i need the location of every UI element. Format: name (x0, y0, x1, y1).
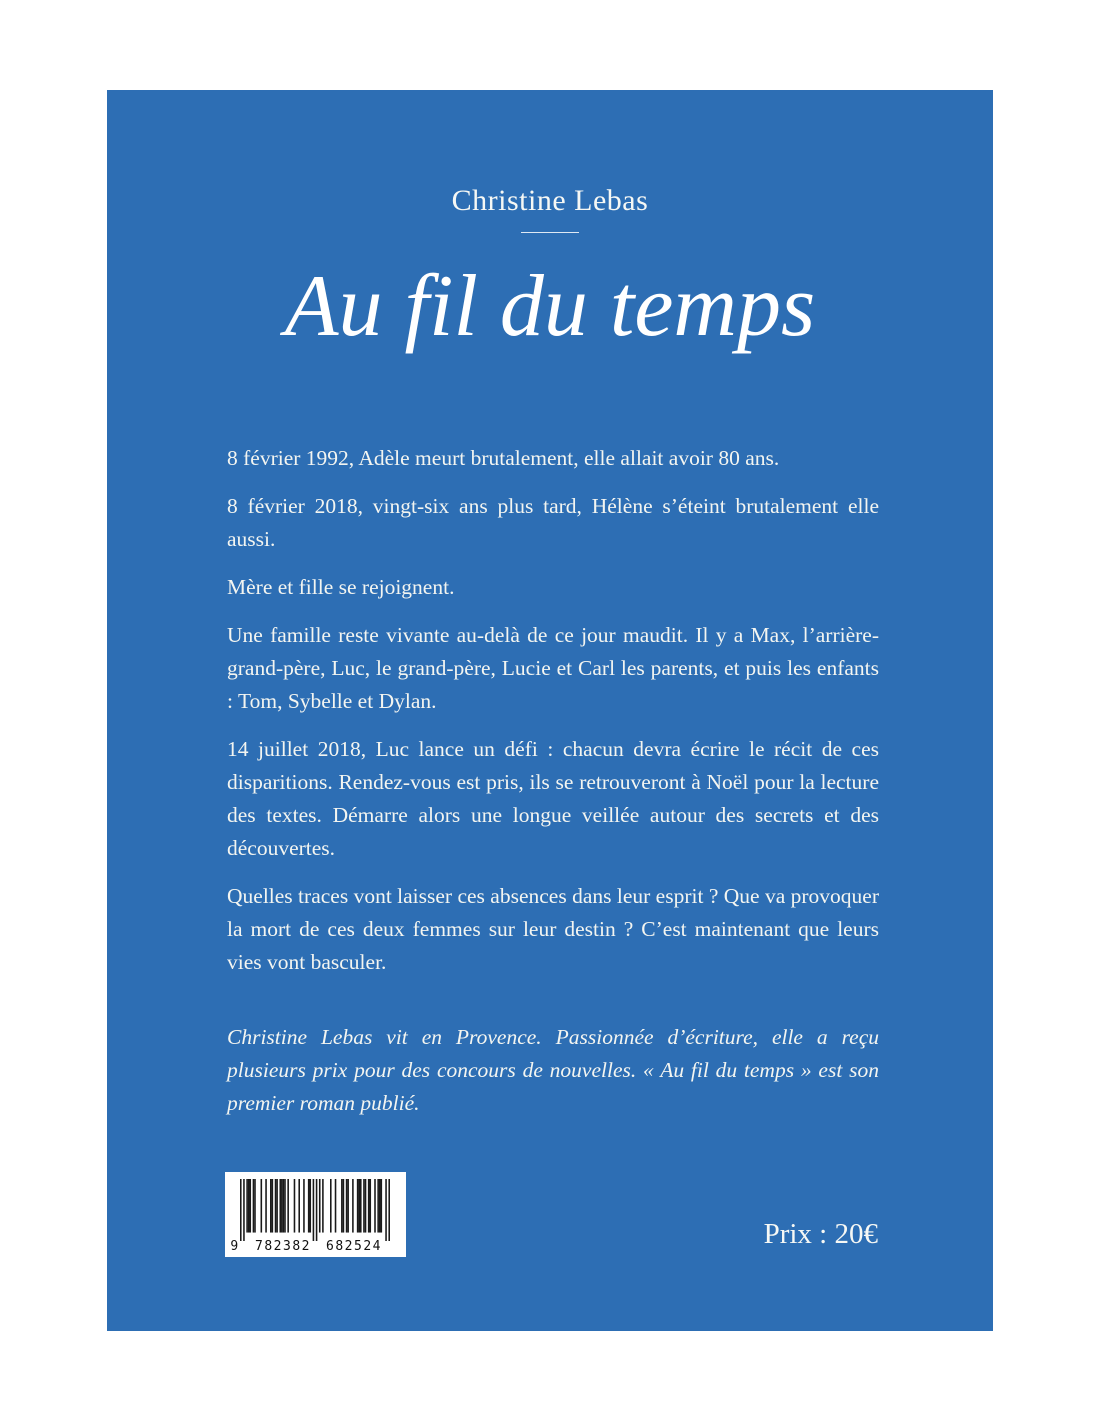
cover-panel (107, 90, 993, 1331)
synopsis-paragraph-2: 8 février 2018, vingt-six ans plus tard, Hélène s’éteint brutalement elle aussi. (227, 494, 879, 551)
barcode-digit-prefix: 9 (230, 1239, 240, 1254)
barcode (225, 1172, 406, 1257)
synopsis-paragraph-4: Une famille reste vivante au-delà de ce jour maudit. Il y a Max, l’arrière-grand-père, Luc, le grand-père, Lucie et Carl les parents, et puis les enfants : Tom, Sybelle et Dylan. (227, 623, 879, 713)
price-label: Prix : 20€ (763, 1218, 878, 1250)
author-name: Christine Lebas (451, 184, 649, 217)
barcode-digit-group-left: 782382 (255, 1239, 311, 1254)
book-title: Au fil du temps (284, 258, 816, 355)
synopsis-paragraph-6: Quelles traces vont laisser ces absences dans leur esprit ? Que va provoquer la mort de ces deux femmes sur leur destin ? C’est maintenant que leurs vies vont basculer. (227, 884, 879, 974)
barcode-bars-icon (240, 1179, 390, 1241)
author-bio: Christine Lebas vit en Provence. Passionnée d’écriture, elle a reçu plusieurs prix pour des concours de nouvelles. « Au fil du temps » est son premier roman publié. (227, 1025, 879, 1115)
synopsis (227, 442, 879, 1135)
synopsis-paragraph-3: Mère et fille se rejoignent. (227, 575, 455, 599)
author-underline (521, 232, 579, 233)
synopsis-paragraph-1: 8 février 1992, Adèle meurt brutalement, elle allait avoir 80 ans. (227, 446, 780, 470)
synopsis-paragraph-5: 14 juillet 2018, Luc lance un défi : chacun devra écrire le récit de ces disparitions. Rendez-vous est pris, ils se retrouveront à Noël pour la lecture des textes. Démarre alors une longue veillée autour des secrets et des découvertes. (227, 737, 879, 860)
barcode-digit-group-right: 682524 (326, 1239, 382, 1254)
